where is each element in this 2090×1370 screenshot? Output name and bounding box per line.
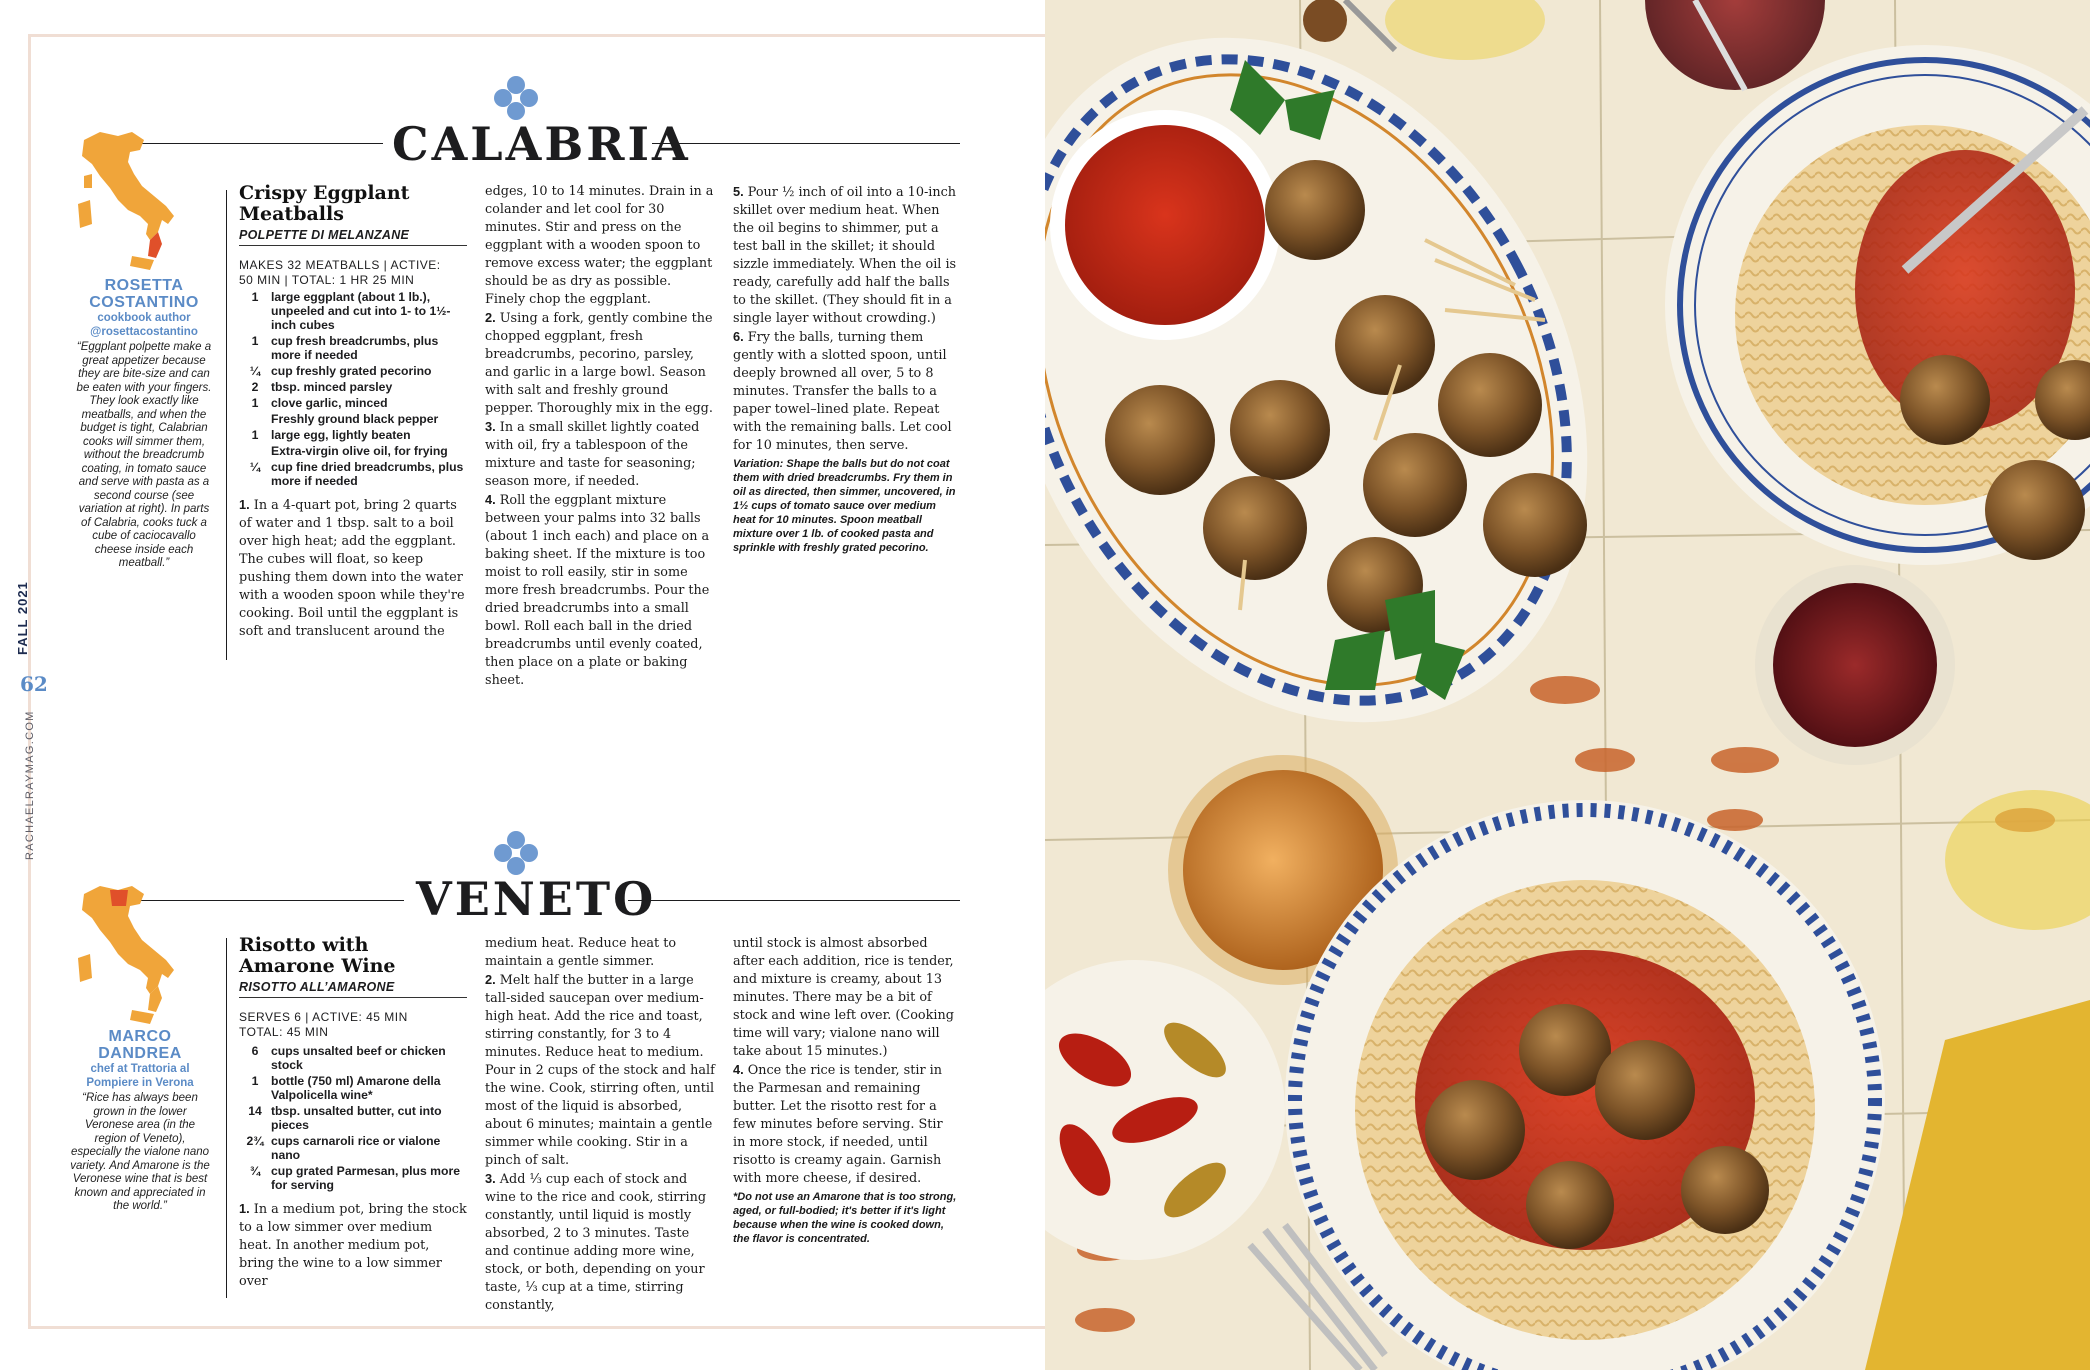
chef-role: chef at Trattoria al Pompiere in Verona: [86, 1063, 194, 1089]
ingredient-qty: ¼: [249, 460, 261, 474]
ingredient-text: large eggplant (about 1 lb.), unpeeled and cut into 1- to 1½-inch cubes: [271, 290, 451, 332]
ingredient-item: [239, 428, 467, 442]
chef-quote: “Eggplant polpette make a great appetizer because they are bite-size and can be eaten with your fingers. They look exactly like meatballs, and when the budget is tight, Calabrian cooks will simmer them, without the breadcrumb coating, in tomato sauce and serve with pasta as a second course (see variation at right). In parts of Calabria, cooks tuck a cube of caciocavallo cheese inside each meatball.”: [76, 341, 212, 569]
ingredient-text: cup freshly grated pecorino: [271, 364, 432, 378]
recipe-col-1: [239, 183, 467, 641]
veneto-rule-right: [628, 900, 960, 901]
recipe-step: 3. In a small skillet lightly coated with oil, fry a tablespoon of the mixture and taste for seasoning; season more, if needed.: [485, 419, 700, 489]
ingredient-qty: 1: [251, 428, 259, 442]
ingredient-item: [239, 1044, 467, 1072]
recipe-step: 3. Add ⅓ cup each of stock and wine to the rice and cook, stirring constantly, until liquid is mostly absorbed, 2 to 3 minutes. Taste and continue adding more wine, stock, or both, depending on your taste, ⅓ cup at a time, stirring constantly,: [485, 1171, 707, 1313]
ingredient-item: [239, 1164, 467, 1192]
recipe-step: 4. Once the rice is tender, stir in the Parmesan and remaining butter. Let the risotto rest for a few minutes before serving. Stir in more stock, if needed, until risotto is creamy again. Garnish with more cheese, if desired.: [733, 1062, 943, 1186]
ingredient-text: tbsp. minced parsley: [271, 380, 393, 394]
recipe-subtitle: RISOTTO ALL’AMARONE: [239, 979, 467, 998]
italy-map-icon: [70, 128, 180, 273]
recipe-meta-line: 50 MIN | TOTAL: 1 HR 25 MIN: [239, 273, 415, 287]
step-text: In a 4-quart pot, bring 2 quarts of water and 1 tbsp. salt to a boil over high heat; add the eggplant. The cubes will float, so keep pushing them down into the water with a wooden spoon while they're cooking. Boil until the eggplant is soft and translucent around the: [239, 498, 465, 639]
step-text: Pour ½ inch of oil into a 10-inch skillet over medium heat. When the oil begins to shimmer, put a test ball in the skillet; it should sizzle immediately. When the oil is ready, carefully add half the balls to the skillet. (They should fit in a single layer without crowding.): [733, 185, 957, 326]
calabria-rule-right: [652, 143, 960, 144]
step-text: edges, 10 to 14 minutes. Drain in a colander and let cool for 30 minutes. Stir and press on the eggplant with a wooden spoon to remove excess water; the eggplant should be as dry as possible. Finely chop the eggplant.: [485, 184, 714, 307]
ingredient-text: cup grated Parmesan, plus more for serving: [271, 1164, 460, 1192]
step-text: Once the rice is tender, stir in the Parmesan and remaining butter. Let the risotto rest for a few minutes before serving. Stir in more stock, if needed, until risotto is creamy again. Garnish with more cheese, if desired.: [733, 1063, 943, 1186]
ingredient-qty: 2: [251, 380, 259, 394]
step-text: until stock is almost absorbed after each addition, rice is tender, and mixture is creamy, about 13 minutes. There may be a bit of stock and wine left over. (Cooking time will vary; vialone nano will take about 15 minutes.): [733, 936, 954, 1059]
ingredient-text: bottle (750 ml) Amarone della Valpolicella wine*: [271, 1074, 441, 1102]
ingredient-list: [239, 1044, 467, 1192]
recipe-meta-line: TOTAL: 45 MIN: [239, 1025, 329, 1039]
recipe-step: 1. In a medium pot, bring the stock to a low simmer over medium heat. In another medium pot, bring the wine to a low simmer over: [239, 1201, 467, 1289]
step-text: Add ⅓ cup each of stock and wine to the rice and cook, stirring constantly, until liquid is mostly absorbed, 2 to 3 minutes. Taste and continue adding more wine, stock, or both, depending on your taste, ⅓ cup at a time, stirring constantly,: [485, 1172, 707, 1313]
ingredient-list: [239, 290, 467, 488]
step-text: In a small skillet lightly coated with oil, fry a tablespoon of the mixture and taste for seasoning; season more, if needed.: [485, 420, 700, 489]
ingredient-item: [239, 460, 467, 488]
ingredient-text: cup fine dried breadcrumbs, plus more if needed: [271, 460, 464, 488]
ingredient-item: [239, 364, 467, 378]
ingredient-item: [239, 290, 467, 332]
ingredient-item: [239, 444, 467, 458]
recipe-meta: [239, 258, 467, 288]
ingredient-text: Freshly ground black pepper: [271, 412, 439, 426]
recipe-step: 1. In a 4-quart pot, bring 2 quarts of water and 1 tbsp. salt to a boil over high heat; add the eggplant. The cubes will float, so keep pushing them down into the water with a wooden spoon while they're cooking. Boil until the eggplant is soft and translucent around the: [239, 497, 465, 639]
recipe-title: Crispy Eggplant Meatballs: [239, 182, 410, 225]
food-photo-illustration: [1045, 0, 2090, 1370]
ingredient-item: [239, 1104, 467, 1132]
page-number: 62: [20, 672, 48, 696]
ingredient-text: cups carnaroli rice or vialone nano: [271, 1134, 441, 1162]
chef-name: MARCO DANDREA: [98, 1028, 182, 1062]
step-text: Using a fork, gently combine the chopped eggplant, fresh breadcrumbs, pecorino, parsley, and garlic in a large bowl. Season with salt and freshly ground pepper. Thoroughly mix in the egg.: [485, 311, 713, 416]
recipe-col-2: [485, 183, 715, 690]
recipe-meta-line: MAKES 32 MEATBALLS | ACTIVE:: [239, 258, 441, 272]
ingredient-text: Extra-virgin olive oil, for frying: [271, 444, 448, 458]
chef-role: cookbook author: [97, 312, 191, 324]
step-text: Melt half the butter in a large tall-sided saucepan over medium-high heat. Add the rice and toast, stirring constantly, for 3 to 4 minutes. Reduce heat to medium. Pour in 2 cups of the stock and half the wine. Cook, stirring often, until most of the liquid is absorbed, about 6 minutes; maintain a gentle simmer while cooking. Stir in a pinch of salt.: [485, 973, 715, 1168]
chef-handle: @rosettacostantino: [90, 326, 198, 338]
recipe-col-3: [733, 935, 958, 1246]
ingredient-qty: 1: [251, 396, 259, 410]
recipe-footnote: *Do not use an Amarone that is too strong, aged, or full-bodied; it's better if it's light because when the wine is cooked down, the flavor is concentrated.: [733, 1191, 957, 1245]
ingredient-qty: ¼: [249, 364, 261, 378]
step-text: medium heat. Reduce heat to maintain a gentle simmer.: [485, 936, 677, 969]
ingredient-item: [239, 412, 467, 426]
ingredient-text: clove garlic, minced: [271, 396, 388, 410]
recipe-title: Risotto with Amarone Wine: [239, 934, 396, 977]
issue-label: FALL 2021: [15, 581, 30, 655]
ingredient-qty: 2¾: [246, 1134, 264, 1148]
flower-ornament-icon: [491, 828, 541, 878]
ingredient-qty: 1: [251, 1074, 259, 1088]
ingredient-qty: 1: [251, 334, 259, 348]
ingredient-item: [239, 396, 467, 410]
step-text: Fry the balls, turning them gently with a slotted spoon, until deeply browned all over, 5 to 8 minutes. Transfer the balls to a paper towel–lined plate. Repeat with the remaining balls. Let cool for 10 minutes, then serve.: [733, 330, 952, 453]
italy-map-icon: [70, 882, 180, 1027]
recipe-step: 6. Fry the balls, turning them gently with a slotted spoon, until deeply browned all over, 5 to 8 minutes. Transfer the balls to a paper towel–lined plate. Repeat with the remaining balls. Let cool for 10 minutes, then serve.: [733, 329, 952, 453]
food-photo: [1045, 0, 2090, 1370]
ingredient-qty: 14: [248, 1104, 262, 1118]
region-title-calabria: CALABRIA: [392, 117, 691, 171]
ingredient-text: cups unsalted beef or chicken stock: [271, 1044, 446, 1072]
region-title-veneto: VENETO: [416, 872, 657, 926]
column-divider: [226, 190, 227, 660]
ingredient-qty: [239, 444, 271, 458]
ingredient-text: tbsp. unsalted butter, cut into pieces: [271, 1104, 442, 1132]
chef-quote: “Rice has always been grown in the lower Veronese area (in the region of Veneto), especially the vialone nano variety. And Amarone is the Veronese wine that is best known and appreciated in the world.”: [70, 1092, 210, 1212]
recipe-step: 5. Pour ½ inch of oil into a 10-inch skillet over medium heat. When the oil begins to shimmer, put a test ball in the skillet; it should sizzle immediately. When the oil is ready, carefully add half the balls to the skillet. (They should fit in a single layer without crowding.): [733, 184, 957, 326]
ingredient-text: large egg, lightly beaten: [271, 428, 411, 442]
ingredient-text: cup fresh breadcrumbs, plus more if needed: [271, 334, 439, 362]
step-text: In a medium pot, bring the stock to a low simmer over medium heat. In another medium pot, bring the wine to a low simmer over: [239, 1202, 467, 1289]
recipe-meta: [239, 1010, 467, 1040]
recipe-variation-note: Variation: Shape the balls but do not coat them with dried breadcrumbs. Fry them in oil as directed, then simmer, uncovered, in 1½ cups of tomato sauce over medium heat for 10 minutes. Spoon meatball mixture over 1 lb. of cooked pasta and sprinkle with freshly grated pecorino.: [733, 458, 956, 554]
ingredient-item: [239, 1134, 467, 1162]
flower-ornament-icon: [491, 73, 541, 123]
chef-name: ROSETTA COSTANTINO: [89, 277, 199, 311]
ingredient-item: [239, 380, 467, 394]
chef-bio-calabria: [74, 277, 214, 571]
ingredient-qty: ¾: [249, 1164, 261, 1178]
recipe-step: 4. Roll the eggplant mixture between your palms into 32 balls (about 1 inch each) and place on a baking sheet. If the mixture is too moist to roll easily, stir in some more fresh breadcrumbs. Pour the dried breadcrumbs into a small bowl. Roll each ball in the dried breadcrumbs until evenly coated, then place on a plate or baking sheet.: [485, 492, 710, 688]
chef-bio-veneto: [70, 1028, 210, 1214]
column-divider: [226, 938, 227, 1298]
recipe-meta-line: SERVES 6 | ACTIVE: 45 MIN: [239, 1010, 408, 1024]
recipe-col-1: [239, 935, 467, 1291]
recipe-step: 2. Using a fork, gently combine the chopped eggplant, fresh breadcrumbs, pecorino, parsley, and garlic in a large bowl. Season with salt and freshly ground pepper. Thoroughly mix in the egg.: [485, 310, 713, 416]
ingredient-item: [239, 334, 467, 362]
recipe-col-3: [733, 183, 958, 555]
site-label: RACHAELRAYMAG.COM: [24, 710, 36, 860]
recipe-subtitle: POLPETTE DI MELANZANE: [239, 227, 467, 246]
ingredient-qty: 1: [251, 290, 259, 304]
step-text: Roll the eggplant mixture between your palms into 32 balls (about 1 inch each) and place on a baking sheet. If the mixture is too moist to roll easily, stir in some more fresh breadcrumbs. Pour the dried breadcrumbs into a small bowl. Roll each ball in the dried breadcrumbs until evenly coated, then place on a plate or baking sheet.: [485, 493, 710, 688]
ingredient-qty: [239, 412, 271, 426]
ingredient-item: [239, 1074, 467, 1102]
recipe-col-2: [485, 935, 715, 1315]
recipe-step: 2. Melt half the butter in a large tall-sided saucepan over medium-high heat. Add the rice and toast, stirring constantly, for 3 to 4 minutes. Reduce heat to medium. Pour in 2 cups of the stock and half the wine. Cook, stirring often, until most of the liquid is absorbed, about 6 minutes; maintain a gentle simmer while cooking. Stir in a pinch of salt.: [485, 972, 715, 1168]
ingredient-qty: 6: [251, 1044, 259, 1058]
